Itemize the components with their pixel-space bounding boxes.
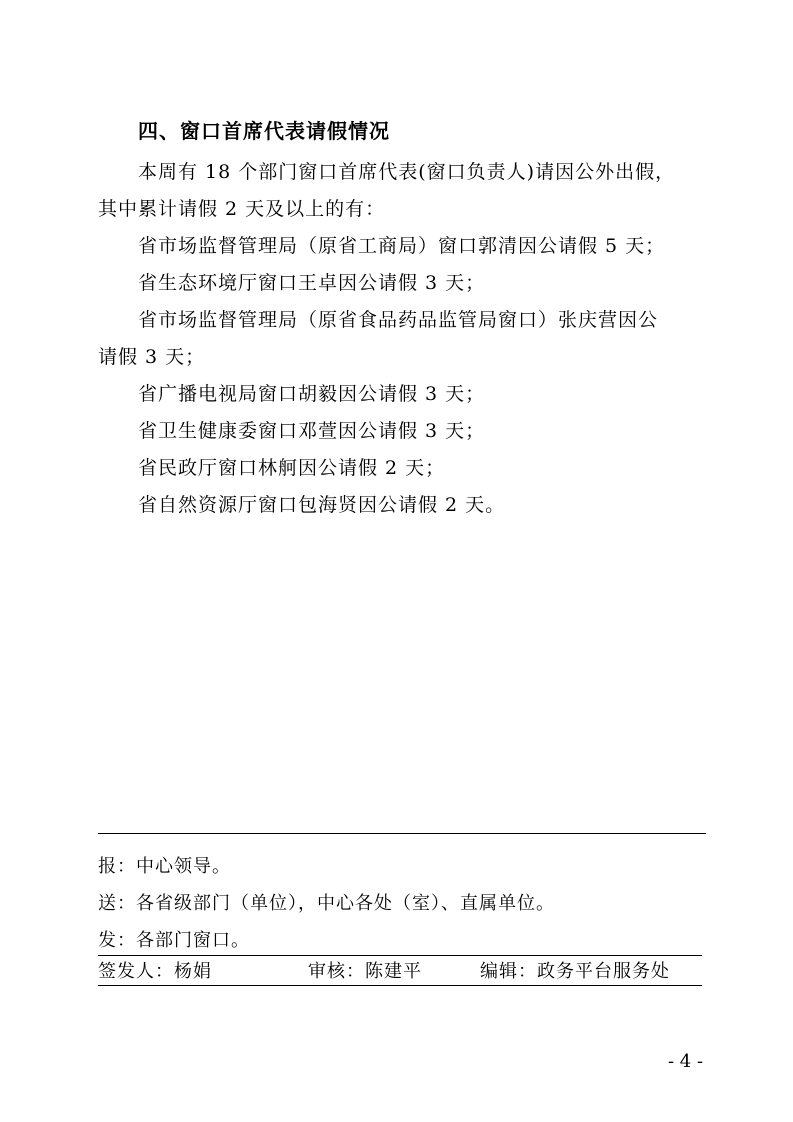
footer-middle-rule [98,955,702,956]
leave-item-6: 省民政厅窗口林舸因公请假 2 天； [138,457,446,479]
footer-bottom-rule [98,985,702,986]
issuer-label: 签发人：杨娟 [98,961,212,982]
editor-label: 编辑：政务平台服务处 [480,961,670,982]
leave-item-5: 省卫生健康委窗口邓萱因公请假 3 天； [138,420,486,442]
leave-item-1: 省市场监督管理局（原省工商局）窗口郭清因公请假 5 天； [138,235,666,257]
page-number: - 4 - [668,1051,704,1072]
leave-item-4: 省广播电视局窗口胡毅因公请假 3 天； [138,383,486,405]
reviewer-label: 审核：陈建平 [308,961,422,982]
leave-item-3: 省市场监督管理局（原省食品药品监管局窗口）张庆营因公 [138,309,659,331]
report-to-line: 报：中心领导。 [98,856,231,877]
leave-item-7: 省自然资源厅窗口包海贤因公请假 2 天。 [138,494,506,516]
intro-line-2: 其中累计请假 2 天及以上的有： [98,198,386,220]
footer-top-rule [98,833,706,834]
leave-item-2: 省生态环境厅窗口王卓因公请假 3 天； [138,272,486,294]
leave-item-3-continued: 请假 3 天； [98,346,206,368]
section-heading: 四、窗口首席代表请假情况 [138,119,390,143]
send-to-line: 送：各省级部门（单位），中心各处（室）、直属单位。 [98,893,555,914]
intro-line-1: 本周有 18 个部门窗口首席代表(窗口负责人)请因公外出假， [138,161,676,183]
issue-to-line: 发：各部门窗口。 [98,930,250,951]
